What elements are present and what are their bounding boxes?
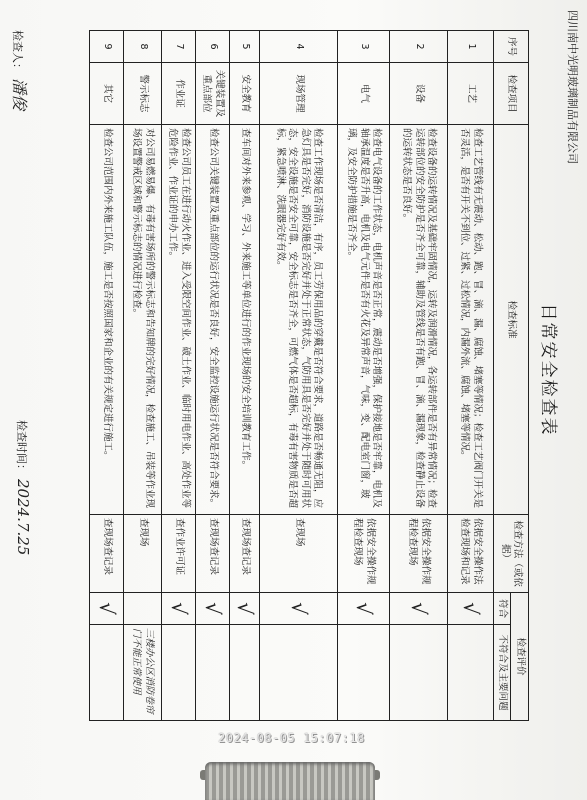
- table-row: [196, 31, 230, 721]
- row-no: 9: [90, 31, 124, 63]
- row-method: 查现场: [124, 515, 162, 593]
- row-no: 8: [124, 31, 162, 63]
- row-standard: 检查电气设备的工作状态，电机声音是否正常，震动是否增强，保护接地是否牢靠，电机及轴承温度是否升高，电机及电气元件是否有火花及异常声音，气味，变、配电室门窗，玻璃，及安全防护措施是否齐全。: [338, 125, 390, 515]
- col-ng: 不符合及主要问题: [494, 625, 512, 721]
- check-mark: √: [196, 593, 230, 625]
- col-ok: 符合: [494, 593, 512, 625]
- check-mark: √: [90, 593, 124, 625]
- col-method: 检查方法（或依据）: [494, 515, 529, 593]
- row-issue: [230, 625, 260, 721]
- row-standard: 查车间对外来参观、学习、外来施工等单位进行的作业现场的安全培训教育工作。: [230, 125, 260, 515]
- row-method: 查作业许可证: [162, 515, 196, 593]
- check-mark: √: [390, 593, 448, 625]
- row-standard: 对公司易燃易爆、有毒有害场所的警示标志和告知牌的完好情况，检查施工、吊装等作业现场设置警戒区域和警示标志的情况进行检查。: [124, 125, 162, 515]
- row-method: 依据安全操作规程检查现场: [390, 515, 448, 593]
- col-eval: 检查评价: [511, 593, 529, 721]
- row-item: 警示标志: [124, 63, 162, 125]
- row-standard: 检查公司关键装置及重点部位的运行状况是否良好，安全监控设施运行状况是否符合要求。: [196, 125, 230, 515]
- col-item: 检查项目: [494, 63, 529, 125]
- row-method: 查现场查记录: [196, 515, 230, 593]
- row-no: 5: [230, 31, 260, 63]
- inspector-field: [9, 30, 32, 110]
- check-mark: √: [338, 593, 390, 625]
- row-method: 查现场查记录: [230, 515, 260, 593]
- row-method: 依据安全操作规程检查现场: [338, 515, 390, 593]
- checklist-table: [89, 30, 529, 721]
- inspector-label: 检查人：: [11, 30, 24, 74]
- table-row: [124, 31, 162, 721]
- row-standard: 检查设备的运转情况及基础牢固情况，运转及润滑情况，各运转部件是否有异常情况；检查运转部位的安全防护是否齐全可靠，辅助及管线是否有跑、冒、滴、漏现象，检查静止设备的运转状态是否良好。: [390, 125, 448, 515]
- row-no: 7: [162, 31, 196, 63]
- check-mark: √: [448, 593, 494, 625]
- row-standard: 检查公司范围内外来施工队伍，施工是否按照国家和企业的有关规定进行施工。: [90, 125, 124, 515]
- row-item: 现场管理: [260, 63, 338, 125]
- row-issue: [448, 625, 494, 721]
- table-row: [162, 31, 196, 721]
- table-row: [230, 31, 260, 721]
- row-method: 查现场查记录: [90, 515, 124, 593]
- row-issue: [90, 625, 124, 721]
- row-issue: [162, 625, 196, 721]
- row-method: 依据安全操作法检查现场和记录: [448, 515, 494, 593]
- check-mark: √: [230, 593, 260, 625]
- check-mark: [124, 593, 162, 625]
- header-row: [511, 31, 529, 721]
- row-issue: [390, 625, 448, 721]
- timestamp-watermark: 2024-08-05 15:07:18: [218, 731, 365, 745]
- table-row: [338, 31, 390, 721]
- company-name: 四川南中光明玻璃制品有限公司: [566, 10, 579, 164]
- row-standard: 检查工作现场是否清洁，有序，员工劳保用品的穿戴是否符合要求，道路是否畅通无阻，应急灯具是否完好，消防设施是否完好并处于正常状态，气防用具是否完好并处于随时可用状态，安全设施是否安全可靠，安全标志是否齐全，可燃气体是否超标，有毒有害物质是否超标，紧急喷淋、洗眼器完好有效。: [260, 125, 338, 515]
- row-standard: 检查工艺管线有无震动、松动、跑、冒、滴、漏、腐蚀、堵塞等情况；检查工艺阀门开关是否灵活，是否有开关不到位、过紧、过松情况，内漏外流、腐蚀、堵塞等情况。: [448, 125, 494, 515]
- table-row: [260, 31, 338, 721]
- inspection-time-field: [14, 420, 32, 555]
- table-row: [390, 31, 448, 721]
- binder-clip: [205, 762, 375, 800]
- time-label: 检查时间：: [15, 420, 28, 475]
- row-item: 电气: [338, 63, 390, 125]
- col-standard: 检查标准: [494, 125, 529, 515]
- row-no: 4: [260, 31, 338, 63]
- row-item: 安全教育: [230, 63, 260, 125]
- table-row: [90, 31, 124, 721]
- row-item: 关键装置及重点部位: [196, 63, 230, 125]
- table-row: [448, 31, 494, 721]
- row-item: 设备: [390, 63, 448, 125]
- check-mark: √: [260, 593, 338, 625]
- col-no: 序号: [494, 31, 529, 63]
- row-no: 2: [390, 31, 448, 63]
- row-item: 作业证: [162, 63, 196, 125]
- row-standard: 检查公司员工在进行动火作业、进入受限空间作业、破土作业、临时用电作业、高处作业等危险作业、作业证的申办工作。: [162, 125, 196, 515]
- row-issue: 三楼办公区消防卷帘门不能正常使用: [124, 625, 162, 721]
- form-title: 日常安全检查表: [538, 303, 558, 437]
- row-issue: [338, 625, 390, 721]
- inspector-signature: 潘俊: [10, 78, 29, 111]
- row-no: 3: [338, 31, 390, 63]
- row-issue: [260, 625, 338, 721]
- row-method: 查现场: [260, 515, 338, 593]
- row-no: 6: [196, 31, 230, 63]
- row-no: 1: [448, 31, 494, 63]
- row-item: 工艺: [448, 63, 494, 125]
- row-issue: [196, 625, 230, 721]
- row-item: 其它: [90, 63, 124, 125]
- check-mark: √: [162, 593, 196, 625]
- time-value: 2024.7.25: [14, 479, 32, 556]
